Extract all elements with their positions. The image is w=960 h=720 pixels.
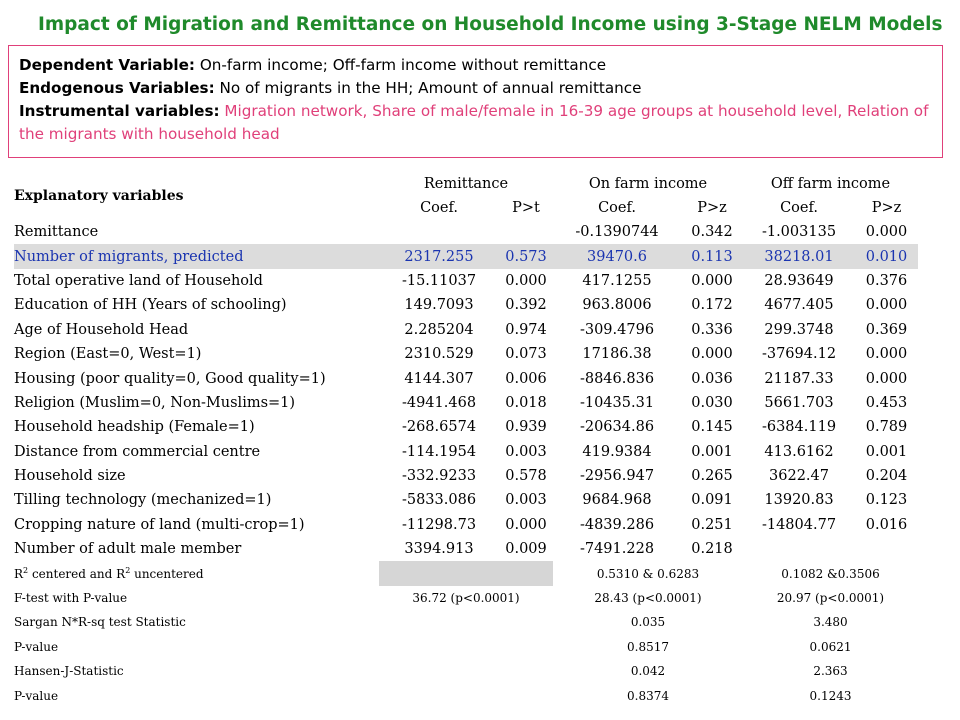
remittance-p-value: 0.003 [505, 443, 547, 460]
on-farm-coef: 417.1255 [582, 272, 652, 289]
off-farm-p-value: 0.123 [865, 492, 908, 509]
off-farm-coef: 13920.83 [764, 492, 834, 509]
remittance-p-value: 0.573 [499, 244, 553, 268]
sargan-p-value-row [14, 635, 918, 659]
hansen-p-on-farm: 0.8374 [627, 688, 669, 703]
table-header-row-1 [14, 172, 918, 196]
off-farm-coef: 4677.405 [764, 297, 834, 314]
remittance-p-value: 0.578 [505, 468, 547, 485]
f-test-on-farm: 28.43 (p<0.0001) [594, 591, 702, 606]
off-farm-coef: 413.6162 [764, 443, 834, 460]
table-row [14, 220, 918, 244]
on-farm-coef: -10435.31 [579, 394, 655, 411]
r2-remittance-cell [379, 561, 553, 585]
r2-row [14, 561, 918, 585]
off-farm-group-header: Off farm income [770, 176, 891, 192]
remittance-coef: -268.6574 [401, 419, 477, 436]
instrumental-variables-text: Migration network, Share of male/female in 16-39 age groups at household level, Relation of the migrants with household head [19, 102, 929, 143]
remittance-coef: -4941.468 [401, 394, 477, 411]
off-farm-coef: -6384.119 [761, 419, 837, 436]
statistics-section [14, 561, 918, 707]
instrumental-variables-line [19, 100, 932, 146]
endogenous-variables-label: Endogenous Variables: [19, 79, 215, 97]
remittance-coef: -11298.73 [401, 516, 477, 533]
remittance-p-value: 0.392 [505, 297, 547, 314]
r2-label: $R^2$ centered and $R^2$ uncentered [14, 566, 204, 582]
off-farm-p-value: 0.369 [865, 321, 908, 338]
off-farm-coef: 5661.703 [764, 394, 834, 411]
off-farm-p-value: 0.376 [865, 272, 908, 289]
f-test-row [14, 586, 918, 610]
sargan-label: Sargan N*R-sq test Statistic [14, 615, 186, 630]
off-farm-p-value: 0.000 [865, 224, 908, 241]
variable-name: Remittance [14, 224, 99, 241]
off-farm-coef-header: Coef. [780, 200, 818, 216]
on-farm-coef: 419.9384 [582, 443, 652, 460]
remittance-coef: 2310.529 [404, 346, 474, 363]
variable-name: Distance from commercial centre [14, 443, 261, 460]
dependent-variable-line [19, 54, 932, 77]
remittance-coef: -114.1954 [401, 443, 477, 460]
table-row [14, 440, 918, 464]
off-farm-coef: -37694.12 [761, 346, 837, 363]
on-farm-p-value: 0.218 [691, 541, 733, 558]
remittance-p-value: 0.000 [505, 272, 547, 289]
on-farm-coef: -2956.947 [579, 468, 655, 485]
remittance-coef: 2317.255 [379, 244, 499, 268]
f-test-off-farm: 20.97 (p<0.0001) [776, 591, 885, 606]
remittance-coef-header: Coef. [420, 200, 458, 216]
sargan-row [14, 610, 918, 634]
on-farm-coef: -8846.836 [579, 370, 655, 387]
variable-name: Religion (Muslim=0, Non-Muslims=1) [14, 394, 296, 411]
on-farm-p-value: 0.265 [691, 468, 733, 485]
sargan-off-farm: 3.480 [813, 615, 848, 630]
off-farm-coef: 3622.47 [769, 468, 829, 485]
on-farm-coef: 9684.968 [582, 492, 652, 509]
off-farm-coef: 299.3748 [764, 321, 834, 338]
on-farm-group-header: On farm income [588, 176, 708, 192]
r2-off-farm: 0.1082 &0.3506 [781, 566, 880, 581]
table-row [14, 513, 918, 537]
off-farm-p-value: 0.000 [865, 297, 908, 314]
sargan-p-value-label: P-value [14, 639, 59, 654]
off-farm-p-value: 0.010 [855, 244, 918, 268]
instrumental-variables-label: Instrumental variables: [19, 102, 220, 120]
off-farm-p-value: 0.789 [865, 419, 908, 436]
table-row [14, 269, 918, 293]
remittance-p-value: 0.003 [505, 492, 547, 509]
variable-name: Number of migrants, predicted [14, 244, 379, 268]
remittance-coef: 3394.913 [404, 541, 474, 558]
remittance-coef: 149.7093 [404, 297, 474, 314]
dependent-variable-label: Dependent Variable: [19, 56, 195, 74]
table-row [14, 244, 918, 268]
hansen-on-farm: 0.042 [630, 664, 666, 679]
variable-name: Number of adult male member [14, 541, 242, 558]
sargan-p-on-farm: 0.8517 [627, 639, 669, 654]
variable-name: Total operative land of Household [14, 272, 263, 289]
variable-name: Cropping nature of land (multi-crop=1) [14, 516, 305, 533]
table-row [14, 318, 918, 342]
on-farm-p-value: 0.000 [691, 272, 733, 289]
hansen-remittance-cell [379, 659, 553, 683]
on-farm-coef: -20634.86 [579, 419, 655, 436]
remittance-p-value: 0.000 [505, 516, 547, 533]
variable-name: Household size [14, 468, 126, 485]
explanatory-variables-header: Explanatory variables [14, 188, 184, 204]
table-row [14, 342, 918, 366]
off-farm-coef: -1.003135 [761, 224, 837, 241]
remittance-coef: -15.11037 [401, 272, 477, 289]
on-farm-p-header: P>z [697, 200, 727, 216]
on-farm-p-value: 0.145 [691, 419, 733, 436]
results-table [14, 172, 918, 708]
remittance-coef: 2.285204 [404, 321, 474, 338]
remittance-p-value: 0.939 [505, 419, 547, 436]
table-row [14, 293, 918, 317]
on-farm-p-value: 0.091 [691, 492, 733, 509]
on-farm-coef: -0.1390744 [575, 224, 659, 241]
table-row [14, 464, 918, 488]
remittance-coef: -332.9233 [401, 468, 477, 485]
variable-name: Region (East=0, West=1) [14, 346, 202, 363]
off-farm-coef [743, 537, 855, 561]
remittance-group-header: Remittance [423, 176, 509, 192]
table-row [14, 391, 918, 415]
remittance-p-value [499, 220, 553, 244]
hansen-p-off-farm: 0.1243 [809, 688, 852, 703]
r2-on-farm: 0.5310 & 0.6283 [596, 566, 700, 581]
on-farm-p-value: 0.336 [691, 321, 733, 338]
on-farm-coef: -4839.286 [579, 516, 655, 533]
table-row [14, 488, 918, 512]
variable-name: Household headship (Female=1) [14, 419, 255, 436]
on-farm-coef: -7491.228 [579, 541, 655, 558]
on-farm-p-value: 0.113 [681, 244, 743, 268]
off-farm-coef: 38218.01 [743, 244, 855, 268]
remittance-p-value: 0.018 [505, 394, 547, 411]
off-farm-p-value: 0.016 [865, 516, 908, 533]
remittance-coef [379, 220, 499, 244]
variable-name: Tilling technology (mechanized=1) [14, 492, 272, 509]
off-farm-coef: 28.93649 [764, 272, 834, 289]
on-farm-p-value: 0.000 [691, 346, 733, 363]
page-title: Impact of Migration and Remittance on Household Income using 3-Stage NELM Models [38, 14, 943, 35]
on-farm-p-value: 0.001 [691, 443, 733, 460]
off-farm-p-value: 0.000 [865, 370, 908, 387]
remittance-p-value: 0.073 [505, 346, 547, 363]
remittance-p-value: 0.009 [505, 541, 547, 558]
on-farm-coef: 17186.38 [582, 346, 652, 363]
dependent-variable-text: On-farm income; Off-farm income without remittance [195, 56, 607, 74]
on-farm-coef: 963.8006 [582, 297, 652, 314]
off-farm-coef: -14804.77 [761, 516, 837, 533]
model-description-box [8, 45, 943, 158]
table-row [14, 366, 918, 390]
endogenous-variables-text: No of migrants in the HH; Amount of annual remittance [214, 79, 642, 97]
off-farm-coef: 21187.33 [764, 370, 834, 387]
table-row [14, 415, 918, 439]
remittance-p-value: 0.974 [505, 321, 547, 338]
on-farm-coef-header: Coef. [598, 200, 636, 216]
off-farm-p-value: 0.453 [865, 394, 908, 411]
hansen-p-value-row [14, 683, 918, 707]
sargan-remittance-cell [379, 610, 553, 634]
on-farm-p-value: 0.342 [691, 224, 733, 241]
on-farm-p-value: 0.172 [691, 297, 733, 314]
on-farm-coef: -309.4796 [579, 321, 655, 338]
off-farm-p-value: 0.204 [865, 468, 908, 485]
sargan-p-remittance-cell [379, 635, 553, 659]
remittance-coef: 4144.307 [404, 370, 474, 387]
on-farm-p-value: 0.030 [691, 394, 733, 411]
remittance-p-header: P>t [512, 200, 540, 216]
on-farm-p-value: 0.251 [691, 516, 733, 533]
off-farm-p-value: 0.001 [865, 443, 908, 460]
remittance-coef: -5833.086 [401, 492, 477, 509]
variable-name: Education of HH (Years of schooling) [14, 297, 287, 314]
f-test-remittance: 36.72 (p<0.0001) [412, 591, 520, 606]
hansen-row [14, 659, 918, 683]
endogenous-variables-line [19, 77, 932, 100]
variable-name: Housing (poor quality=0, Good quality=1) [14, 370, 326, 387]
off-farm-p-value: 0.000 [865, 346, 908, 363]
remittance-p-value: 0.006 [505, 370, 547, 387]
f-test-label: F-test with P-value [14, 591, 128, 606]
variable-name: Age of Household Head [14, 321, 189, 338]
on-farm-p-value: 0.036 [691, 370, 733, 387]
table-row [14, 537, 918, 561]
off-farm-p-header: P>z [871, 200, 902, 216]
sargan-on-farm: 0.035 [630, 615, 666, 630]
hansen-p-remittance-cell [379, 683, 553, 707]
hansen-p-value-label: P-value [14, 688, 59, 703]
on-farm-coef: 39470.6 [553, 244, 681, 268]
sargan-p-off-farm: 0.0621 [809, 639, 852, 654]
off-farm-p-value [855, 537, 918, 561]
hansen-off-farm: 2.363 [813, 664, 848, 679]
hansen-label: Hansen-J-Statistic [14, 664, 124, 679]
